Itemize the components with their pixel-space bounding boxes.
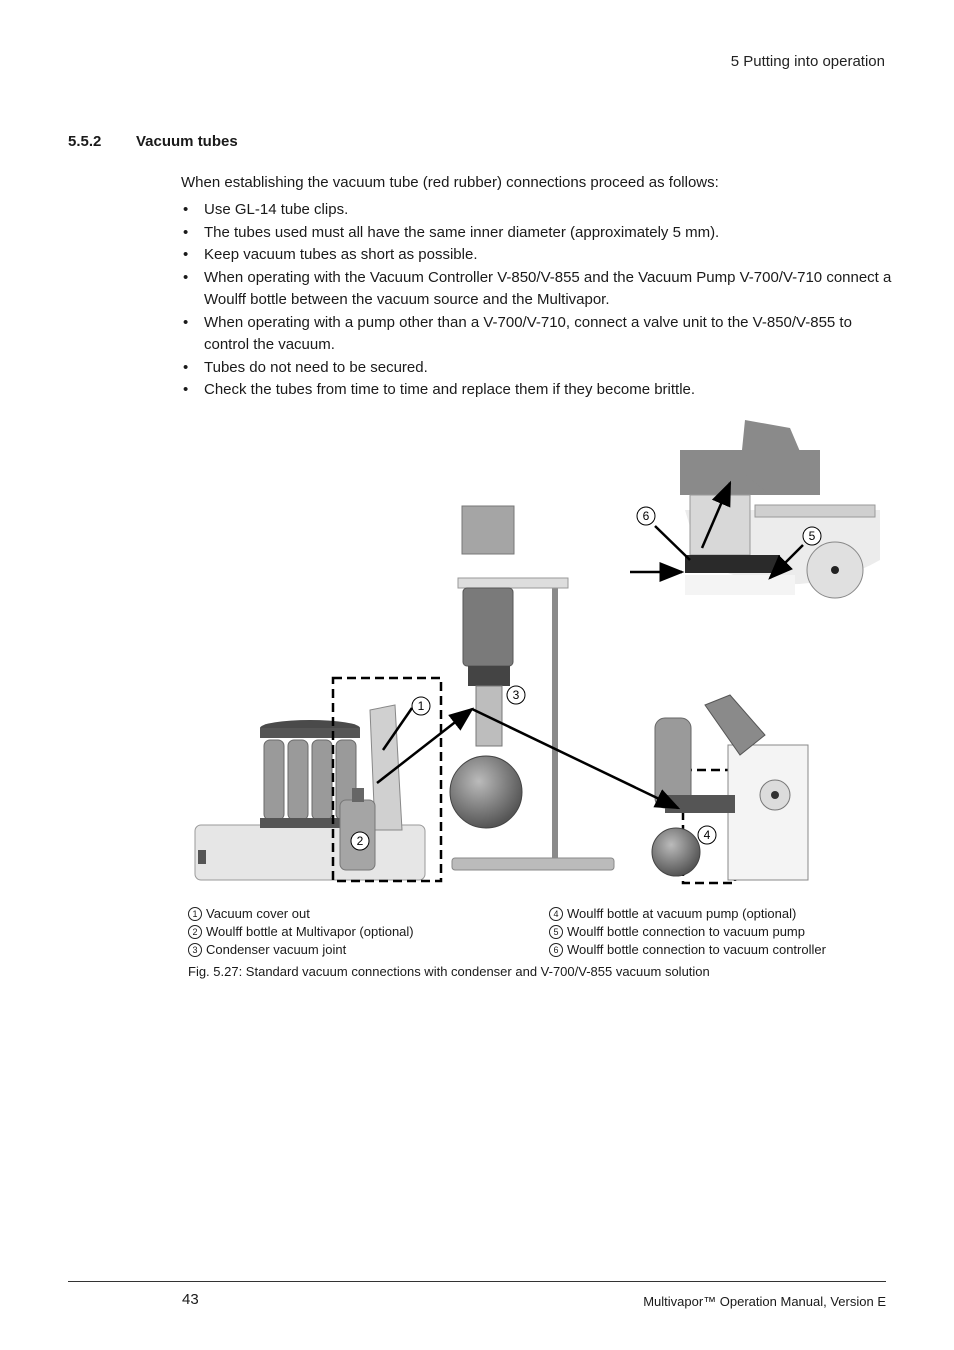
callout-3: [507, 686, 525, 704]
controller-detail-inset: [680, 420, 880, 598]
section-heading: [68, 133, 238, 150]
page-number: 43: [182, 1291, 199, 1308]
vacuum-pump-unit: [652, 695, 808, 880]
list-item: • Tubes do not need to be secured.: [181, 357, 893, 380]
legend-number: 3: [188, 943, 202, 957]
callout-4: [698, 826, 716, 844]
legend-text: Vacuum cover out: [206, 906, 310, 921]
figure-illustration: [180, 410, 900, 890]
legend-number: 4: [549, 907, 563, 921]
callout-6: [637, 507, 655, 525]
list-item: • The tubes used must all have the same inner diameter (approximately 5 mm).: [181, 222, 893, 245]
svg-text:6: 6: [642, 509, 650, 523]
vacuum-connections-figure: [180, 410, 900, 890]
legend-text: Condenser vacuum joint: [206, 942, 347, 957]
legend-item: [549, 905, 826, 923]
legend-item: [549, 923, 826, 941]
svg-text:4: 4: [703, 828, 711, 842]
list-item: • Check the tubes from time to time and replace them if they become brittle.: [181, 379, 893, 402]
legend-number: 2: [188, 925, 202, 939]
legend-text: Woulff bottle at Multivapor (optional): [206, 924, 414, 939]
svg-text:5: 5: [808, 529, 816, 543]
legend-item: [188, 923, 414, 941]
list-item: • When operating with a pump other than a V-700/V-710, connect a valve unit to the V-850/V-855 to control the vacuum.: [181, 312, 893, 357]
legend-item: [188, 941, 414, 959]
legend-text: Woulff bottle at vacuum pump (optional): [567, 906, 797, 921]
legend-number: 6: [549, 943, 563, 957]
intro-paragraph: When establishing the vacuum tube (red rubber) connections proceed as follows:: [181, 174, 719, 191]
figure-legend-left: [188, 905, 414, 959]
callout-5: [803, 527, 821, 545]
condenser-assembly: [450, 506, 614, 870]
callout-2: [351, 832, 369, 850]
running-header: 5 Putting into operation: [730, 53, 885, 70]
figure-caption: Fig. 5.27: Standard vacuum connections with condenser and V-700/V-855 vacuum solution: [188, 964, 710, 979]
multivapor-unit: [195, 705, 425, 880]
legend-number: 1: [188, 907, 202, 921]
legend-item: [188, 905, 414, 923]
list-item: • Keep vacuum tubes as short as possible.: [181, 244, 893, 267]
section-number: 5.5.2: [68, 133, 102, 150]
svg-text:1: 1: [417, 699, 425, 713]
callout-1: [412, 697, 430, 715]
footer-title: Multivapor™ Operation Manual, Version E: [643, 1294, 886, 1309]
svg-text:2: 2: [356, 834, 364, 848]
section-title: Vacuum tubes: [136, 133, 238, 150]
svg-text:3: 3: [512, 688, 520, 702]
legend-text: Woulff bottle connection to vacuum pump: [567, 924, 805, 939]
list-item: • When operating with the Vacuum Controller V-850/V-855 and the Vacuum Pump V-700/V-710 connect a Woulff bottle between the vacuum source and the Multivapor.: [181, 267, 893, 312]
figure-legend-right: [549, 905, 826, 959]
legend-text: Woulff bottle connection to vacuum controller: [567, 942, 826, 957]
legend-number: 5: [549, 925, 563, 939]
footer-divider: [68, 1281, 886, 1282]
list-item: • Use GL-14 tube clips.: [181, 199, 893, 222]
legend-item: [549, 941, 826, 959]
bullet-list: [181, 199, 893, 402]
